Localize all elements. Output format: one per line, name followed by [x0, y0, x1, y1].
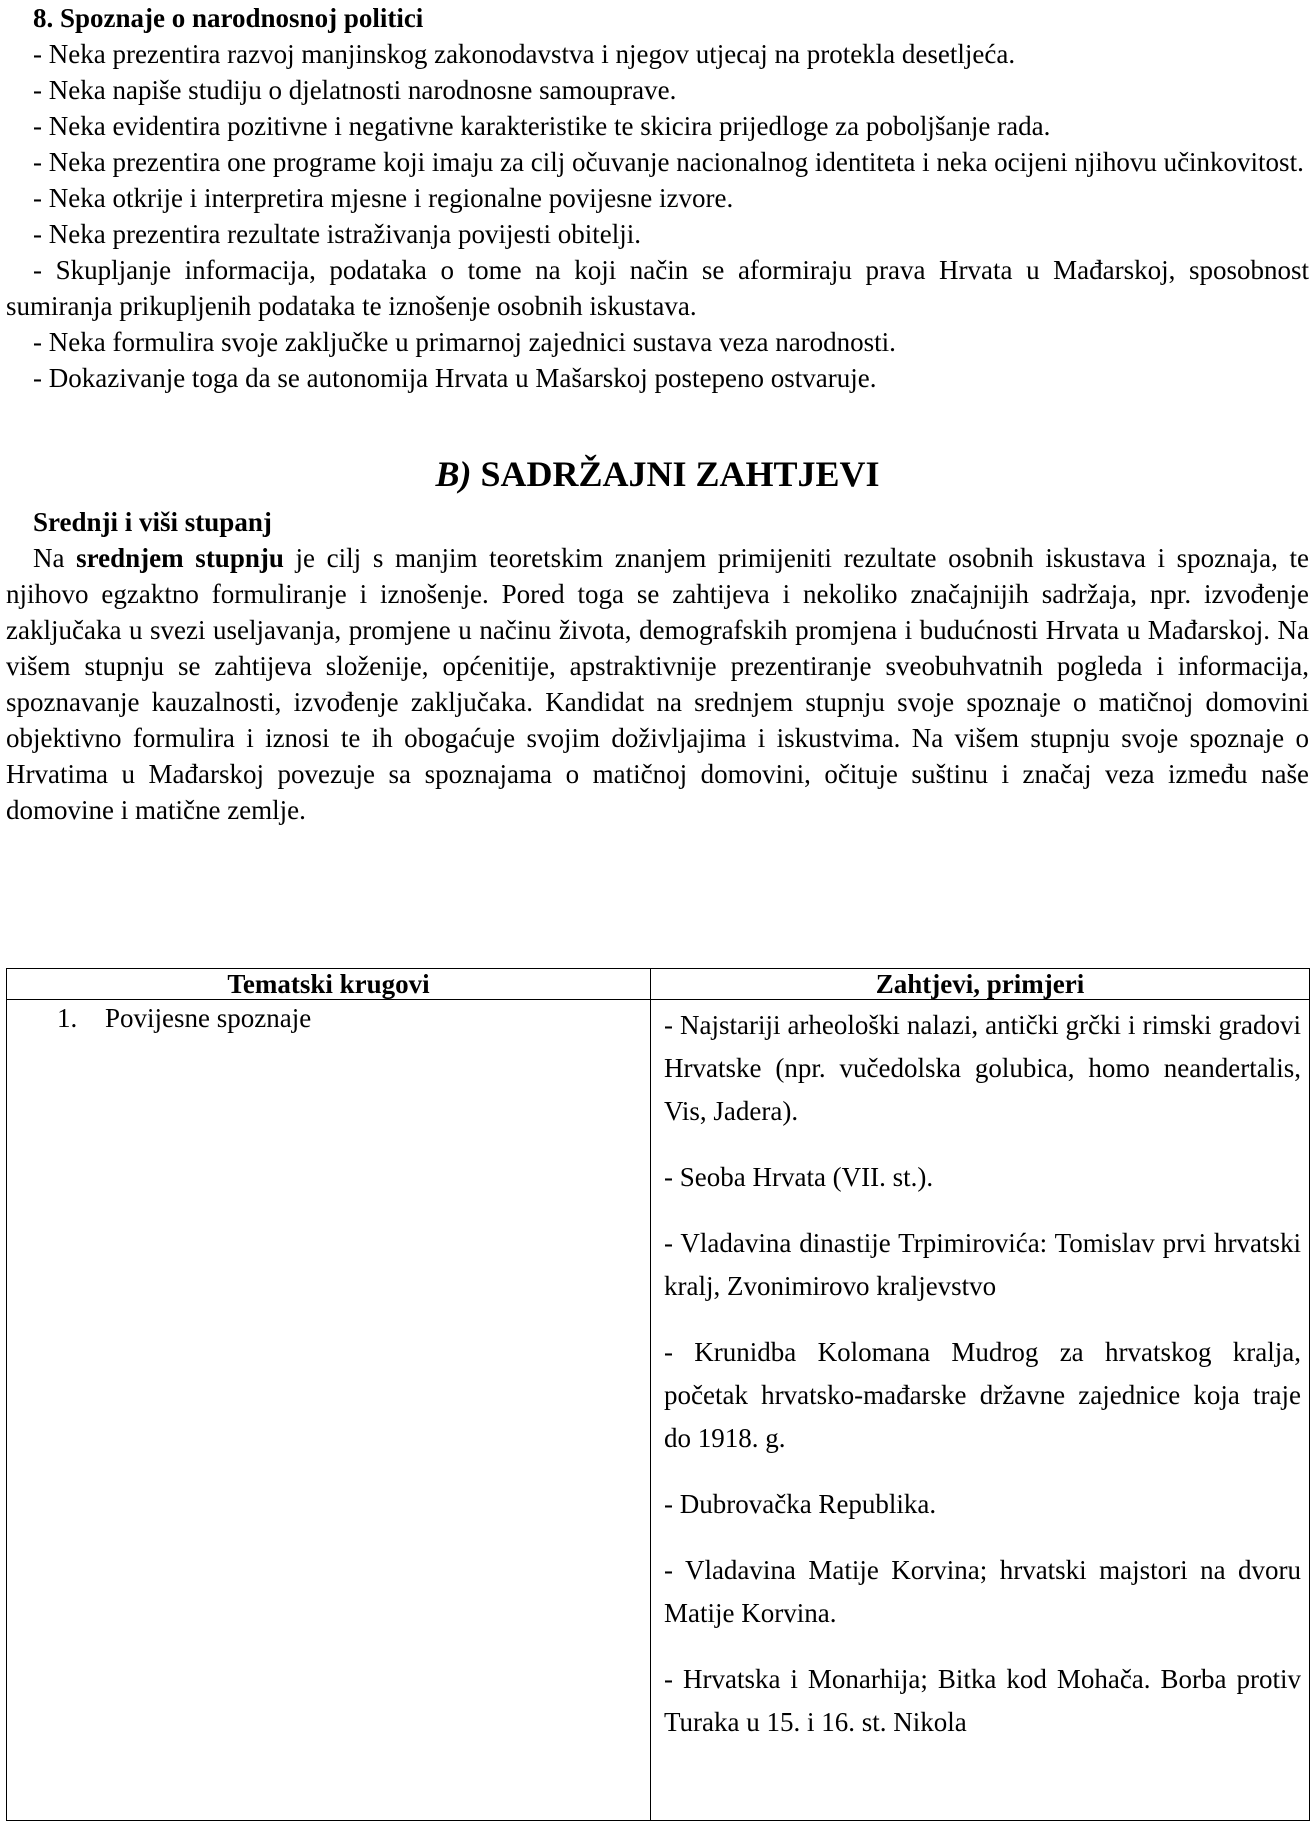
section-b-paragraph — [6, 540, 1309, 828]
section-b-prefix: B) — [435, 454, 472, 494]
list-item: - Neka prezentira razvoj manjinskog zakonodavstva i njegov utjecaj na protekla desetljeća. — [33, 39, 1016, 69]
para-start: Na — [33, 543, 77, 573]
requirement-item: - Seoba Hrvata (VII. st.). — [664, 1162, 934, 1192]
list-item: - Dokazivanje toga da se autonomija Hrvata u Mašarskoj postepeno ostvaruje. — [33, 363, 877, 393]
topic-number: 1. — [57, 1003, 78, 1033]
requirement-item: - Krunidba Kolomana Mudrog za hrvatskog kralja, početak hrvatsko-mađarske državne zajednice koja traje do 1918. g. — [664, 1337, 1301, 1453]
table-row — [7, 1000, 1310, 1821]
section-b-title-text: SADRŽAJNI ZAHTJEVI — [480, 454, 880, 494]
para-bold: srednjem stupnju — [76, 543, 284, 573]
requirement-item: - Najstariji arheološki nalazi, antički grčki i rimski gradovi Hrvatske (npr. vučedolska golubica, homo neandertalis, Vis, Jadera). — [664, 1010, 1301, 1126]
column-header-requirements: Zahtjevi, primjeri — [651, 969, 1310, 1000]
list-item: - Neka otkrije i interpretira mjesne i regionalne povijesne izvore. — [33, 183, 734, 213]
requirement-item: - Dubrovačka Republika. — [664, 1489, 937, 1519]
list-item: - Neka prezentira rezultate istraživanja povijesti obitelji. — [33, 219, 641, 249]
list-item: - Neka prezentira one programe koji imaju za cilj očuvanje nacionalnog identiteta i neka ocijeni njihovu učinkovitost. — [33, 147, 1304, 177]
section-b — [6, 452, 1309, 828]
section-b-subheading: Srednji i viši stupanj — [33, 507, 272, 537]
themes-table — [6, 968, 1310, 1821]
list-item: - Skupljanje informacija, podataka o tome na koji način se aformiraju prava Hrvata u Mađarskoj, sposobnost sumiranja prikupljenih podataka te iznošenje osobnih iskustava. — [6, 255, 1309, 321]
section-8 — [6, 0, 1309, 396]
column-header-topics: Tematski krugovi — [7, 969, 651, 1000]
requirement-item: - Vladavina dinastije Trpimirovića: Tomislav prvi hrvatski kralj, Zvonimirovo kraljevstvo — [664, 1228, 1301, 1301]
requirement-item: - Vladavina Matije Korvina; hrvatski majstori na dvoru Matije Korvina. — [664, 1555, 1301, 1628]
para-rest: je cilj s manjim teoretskim znanjem primijeniti rezultate osobnih iskustava i spoznaja, te njihovo egzaktno formuliranje i iznošenje. Pored toga se zahtijeva i nekoliko značajnijih sadržaja, npr. izvođenje zaključaka u svezi useljavanja, promjene u načinu života, demografskih promjena i budućnosti Hrvata u Mađarskoj. Na višem stupnju se zahtijeva složenije, općenitije, apstraktivnije prezentiranje sveobuhvatnih pogleda i informacija, spoznavanje kauzalnosti, izvođenje zaključaka. Kandidat na srednjem stupnju svoje spoznaje o matičnoj domovini objektivno formulira i iznosi te ih obogaćuje svojim doživljajima i iskustvima. Na višem stupnju svoje spoznaje o Hrvatima u Mađarskoj povezuje sa spoznajama o matičnoj domovini, očituje suštinu i značaj veza između naše domovine i matične zemlje. — [6, 543, 1310, 825]
section-8-list — [6, 36, 1309, 396]
requirements-cell — [651, 1000, 1310, 1821]
topic-label: Povijesne spoznaje — [105, 1003, 312, 1033]
list-item: - Neka formulira svoje zaključke u primarnoj zajednici sustava veza narodnosti. — [33, 327, 896, 357]
table-header-row — [7, 969, 1310, 1000]
requirement-item: - Hrvatska i Monarhija; Bitka kod Mohača. Borba protiv Turaka u 15. i 16. st. Nikola — [664, 1664, 1301, 1737]
list-item: - Neka napiše studiju o djelatnosti narodnosne samouprave. — [33, 75, 677, 105]
section-b-title — [6, 452, 1309, 496]
document-page — [6, 0, 1310, 1737]
list-item: - Neka evidentira pozitivne i negativne karakteristike te skicira prijedloge za poboljšanje rada. — [33, 111, 1051, 141]
section-8-heading: 8. Spoznaje o narodnosnoj politici — [33, 3, 424, 33]
topic-cell — [7, 1000, 651, 1821]
